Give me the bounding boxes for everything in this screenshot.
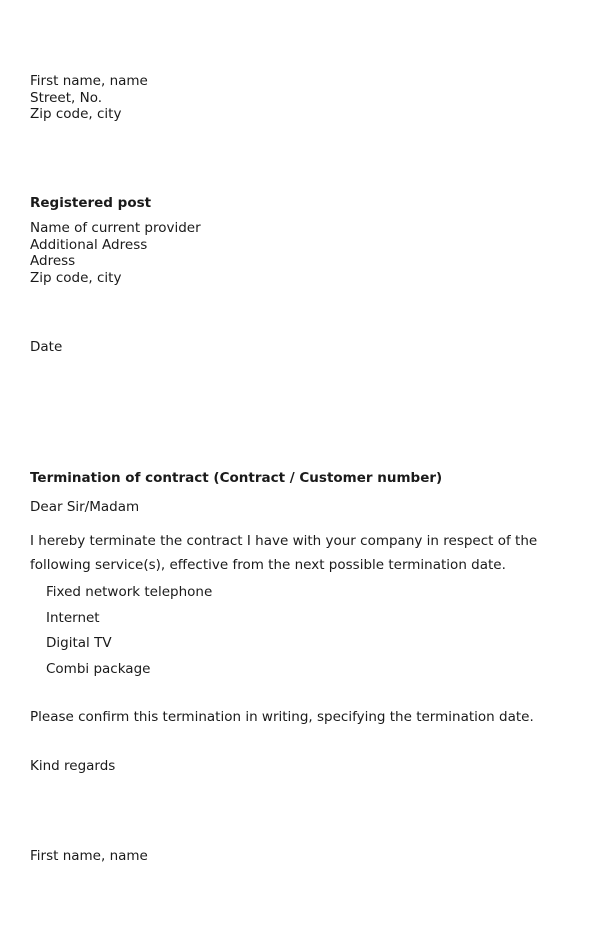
salutation: Dear Sir/Madam: [30, 499, 140, 515]
sender-zip-city: Zip code, city: [30, 106, 122, 122]
date-label: Date: [30, 339, 63, 355]
service-item-fixed-network: Fixed network telephone: [46, 584, 213, 600]
body-line-1: I hereby terminate the contract I have with your company in respect of the: [30, 533, 538, 549]
closing-phrase: Kind regards: [30, 758, 116, 774]
service-item-digital-tv: Digital TV: [46, 635, 112, 651]
body-paragraph: [30, 530, 575, 577]
recipient-zip-city: Zip code, city: [30, 269, 122, 286]
body-line-2: following service(s), effective from the next possible termination date.: [30, 556, 506, 573]
confirm-paragraph: Please confirm this termination in writing, specifying the termination date.: [30, 709, 534, 725]
subject-line: Termination of contract (Contract / Customer number): [30, 470, 443, 486]
sender-name: First name, name: [30, 73, 148, 89]
signature-name: First name, name: [30, 848, 148, 864]
recipient-address: [30, 220, 201, 286]
sender-street: Street, No.: [30, 89, 103, 106]
recipient-address-line: Adress: [30, 253, 76, 269]
recipient-additional-address: Additional Adress: [30, 236, 148, 253]
recipient-provider: Name of current provider: [30, 220, 201, 236]
service-item-internet: Internet: [46, 609, 100, 626]
services-list: [46, 584, 212, 686]
service-item-combi-package: Combi package: [46, 660, 151, 677]
sender-address: [30, 73, 148, 123]
registered-post-label: Registered post: [30, 195, 152, 211]
